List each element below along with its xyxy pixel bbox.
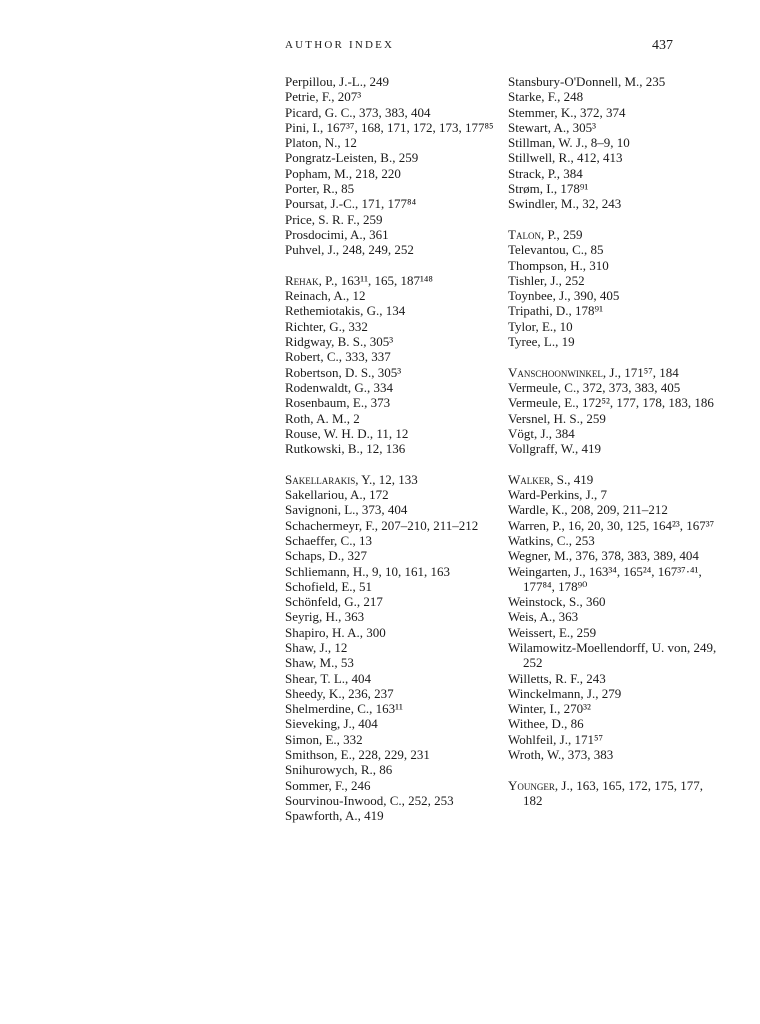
entry-text: Sieveking, J., 404	[285, 716, 378, 732]
index-entry	[285, 747, 495, 762]
entry-text: Schönfeld, G., 217	[285, 594, 383, 610]
entry-text: Rouse, W. H. D., 11, 12	[285, 425, 409, 441]
index-entry	[285, 196, 495, 211]
entry-text: Richter, G., 332	[285, 318, 368, 334]
entry-text: Popham, M., 218, 220	[285, 165, 401, 181]
index-entry	[508, 105, 718, 120]
entry-lead-small-caps: Walker	[508, 471, 551, 487]
index-entry	[508, 426, 718, 441]
entry-text: Seyrig, H., 363	[285, 609, 365, 625]
entry-text: Shaw, M., 53	[285, 655, 354, 671]
index-entry	[285, 426, 495, 441]
entry-text: Schaps, D., 327	[285, 548, 367, 564]
index-entry	[508, 380, 718, 395]
index-entry	[508, 533, 718, 548]
entry-text: Schaeffer, C., 13	[285, 532, 372, 548]
index-entry	[285, 716, 495, 731]
entry-lead-small-caps: Rehak	[285, 272, 319, 288]
index-entry	[285, 105, 495, 120]
entry-lead-small-caps: Talon	[508, 226, 541, 242]
entry-text: , Y., 12, 133	[355, 471, 418, 487]
entry-text: Rosenbaum, E., 373	[285, 395, 391, 411]
index-entry	[285, 472, 495, 487]
index-entry	[285, 303, 495, 318]
index-entry	[285, 594, 495, 609]
index-entry	[285, 564, 495, 579]
entry-text: Perpillou, J.-L., 249	[285, 74, 389, 89]
entry-text: Shear, T. L., 404	[285, 670, 372, 686]
entry-text: Stillwell, R., 412, 413	[508, 150, 623, 166]
index-entry	[508, 120, 718, 135]
entry-text: Platon, N., 12	[285, 135, 357, 151]
index-entry	[285, 242, 495, 257]
entry-text: Tishler, J., 252	[508, 272, 585, 288]
entry-text: Rutkowski, B., 12, 136	[285, 441, 406, 457]
entry-text: Vollgraff, W., 419	[508, 441, 602, 457]
index-entry	[285, 135, 495, 150]
entry-text: , P., 163¹¹, 165, 187¹⁴⁸	[318, 272, 433, 288]
entry-text: Stillman, W. J., 8–9, 10	[508, 135, 630, 151]
index-entry	[285, 411, 495, 426]
entry-text: Poursat, J.-C., 171, 177⁸⁴	[285, 196, 417, 212]
index-entry	[508, 625, 718, 640]
index-entry	[508, 89, 718, 104]
index-entry	[508, 181, 718, 196]
running-head: AUTHOR INDEX	[285, 39, 395, 51]
entry-text: Rodenwaldt, G., 334	[285, 379, 393, 395]
index-entry	[508, 441, 718, 456]
entry-text: Sheedy, K., 236, 237	[285, 685, 394, 701]
entry-text: Wohlfeil, J., 171⁵⁷	[508, 731, 604, 747]
index-entry	[508, 334, 718, 349]
entry-text: Thompson, H., 310	[508, 257, 609, 273]
entry-text: Weingarten, J., 163³⁴, 165²⁴, 167³⁷·⁴¹, 177⁸⁴, 178⁹⁰	[508, 563, 702, 594]
index-entry	[285, 227, 495, 242]
entry-text: Spawforth, A., 419	[285, 808, 384, 824]
entry-text: Porter, R., 85	[285, 181, 355, 197]
index-entry	[285, 365, 495, 380]
entry-text: Shaw, J., 12	[285, 639, 348, 655]
entry-text: Schachermeyr, F., 207–210, 211–212	[285, 517, 479, 533]
index-entry	[285, 533, 495, 548]
index-entry	[285, 655, 495, 670]
index-entry	[285, 74, 495, 89]
index-entry	[285, 89, 495, 104]
letter-group-gap	[285, 258, 495, 273]
index-entry	[285, 793, 495, 808]
index-entry	[508, 487, 718, 502]
entry-lead-small-caps: Vanschoonwinkel	[508, 364, 603, 380]
index-entry	[285, 380, 495, 395]
entry-text: Strack, P., 384	[508, 165, 583, 181]
index-entry	[508, 518, 718, 533]
index-entry	[508, 701, 718, 716]
entry-text: Ward-Perkins, J., 7	[508, 487, 607, 503]
entry-text: Wroth, W., 373, 383	[508, 747, 614, 763]
entry-text: Stewart, A., 305³	[508, 119, 597, 135]
entry-text: Watkins, C., 253	[508, 532, 595, 548]
entry-text: Shapiro, H. A., 300	[285, 624, 386, 640]
entry-text: , S., 419	[550, 471, 594, 487]
entry-text: Sakellariou, A., 172	[285, 487, 389, 503]
entry-text: Snihurowych, R., 86	[285, 762, 393, 778]
index-entry	[285, 502, 495, 517]
index-entry	[285, 120, 495, 135]
index-entry	[508, 411, 718, 426]
entry-text: Rethemiotakis, G., 134	[285, 303, 406, 319]
page-number: 437	[652, 38, 673, 53]
entry-text: Wardle, K., 208, 209, 211–212	[508, 502, 668, 518]
entry-text: Ridgway, B. S., 305³	[285, 334, 394, 350]
index-entry	[285, 671, 495, 686]
index-entry	[285, 181, 495, 196]
index-entry	[508, 564, 718, 595]
letter-group-gap	[508, 762, 718, 777]
entry-text: Simon, E., 332	[285, 731, 363, 747]
index-entry	[508, 365, 718, 380]
letter-group-gap	[285, 456, 495, 471]
index-entry	[508, 288, 718, 303]
entry-text: Roth, A. M., 2	[285, 410, 360, 426]
entry-text: Price, S. R. F., 259	[285, 211, 383, 227]
index-entry	[285, 701, 495, 716]
index-entry	[508, 319, 718, 334]
entry-text: Vermeule, C., 372, 373, 383, 405	[508, 379, 681, 395]
index-entry	[285, 518, 495, 533]
entry-text: Picard, G. C., 373, 383, 404	[285, 104, 431, 120]
entry-text: Televantou, C., 85	[508, 242, 604, 258]
index-entry	[508, 135, 718, 150]
index-entry	[285, 640, 495, 655]
index-entry	[508, 671, 718, 686]
entry-text: Robert, C., 333, 337	[285, 349, 391, 365]
entry-text: Tripathi, D., 178⁹¹	[508, 303, 603, 319]
entry-text: Tyree, L., 19	[508, 334, 575, 350]
entry-text: Stemmer, K., 372, 374	[508, 104, 626, 120]
index-entry	[508, 716, 718, 731]
entry-text: Weinstock, S., 360	[508, 594, 606, 610]
entry-text: Sommer, F., 246	[285, 777, 371, 793]
left-index-column	[285, 74, 495, 824]
entry-text: , J., 163, 165, 172, 175, 177, 182	[523, 777, 703, 808]
index-entry	[285, 334, 495, 349]
index-entry	[285, 686, 495, 701]
index-entry	[285, 732, 495, 747]
right-index-column	[508, 74, 718, 808]
entry-text: Schliemann, H., 9, 10, 161, 163	[285, 563, 451, 579]
index-entry	[285, 579, 495, 594]
entry-text: Shelmerdine, C., 163¹¹	[285, 701, 403, 717]
index-entry	[508, 548, 718, 563]
index-entry	[285, 808, 495, 823]
index-entry	[285, 288, 495, 303]
entry-text: Reinach, A., 12	[285, 288, 366, 304]
entry-text: Wegner, M., 376, 378, 383, 389, 404	[508, 548, 699, 564]
letter-group-gap	[508, 456, 718, 471]
entry-text: Vögt, J., 384	[508, 425, 575, 441]
index-entry	[508, 395, 718, 410]
index-entry	[508, 609, 718, 624]
index-entry	[285, 349, 495, 364]
index-entry	[508, 242, 718, 257]
index-entry	[285, 319, 495, 334]
index-entry	[508, 640, 718, 671]
index-entry	[508, 732, 718, 747]
index-entry	[508, 303, 718, 318]
entry-text: Warren, P., 16, 20, 30, 125, 164²³, 167³⁷	[508, 517, 715, 533]
index-entry	[508, 747, 718, 762]
index-entry	[508, 502, 718, 517]
index-entry	[285, 395, 495, 410]
entry-text: Robertson, D. S., 305³	[285, 364, 402, 380]
entry-text: Withee, D., 86	[508, 716, 584, 732]
index-entry	[285, 609, 495, 624]
entry-text: Vermeule, E., 172⁵², 177, 178, 183, 186	[508, 395, 714, 411]
entry-lead-small-caps: Sakellarakis	[285, 471, 356, 487]
entry-text: Strøm, I., 178⁹¹	[508, 181, 589, 197]
entry-text: Wilamowitz-Moellendorff, U. von, 249, 252	[508, 639, 717, 671]
entry-text: Tylor, E., 10	[508, 318, 573, 334]
entry-text: Stansbury-O'Donnell, M., 235	[508, 74, 666, 89]
entry-text: Versnel, H. S., 259	[508, 410, 606, 426]
index-entry	[285, 625, 495, 640]
index-entry	[285, 548, 495, 563]
index-entry	[508, 196, 718, 211]
entry-text: Sourvinou-Inwood, C., 252, 253	[285, 792, 454, 808]
entry-text: Willetts, R. F., 243	[508, 670, 606, 686]
entry-text: Starke, F., 248	[508, 89, 584, 105]
index-entry	[285, 487, 495, 502]
index-entry	[508, 150, 718, 165]
entry-text: Smithson, E., 228, 229, 231	[285, 747, 430, 763]
entry-text: Puhvel, J., 248, 249, 252	[285, 242, 414, 258]
index-entry	[285, 150, 495, 165]
index-entry	[508, 686, 718, 701]
index-entry	[285, 166, 495, 181]
entry-text: Petrie, F., 207³	[285, 89, 362, 105]
index-entry	[508, 258, 718, 273]
index-entry	[285, 778, 495, 793]
index-entry	[285, 441, 495, 456]
entry-text: , P., 259	[540, 226, 583, 242]
index-entry	[508, 778, 718, 809]
entry-text: Pini, I., 167³⁷, 168, 171, 172, 173, 177⁸⁵	[285, 119, 494, 135]
entry-text: Swindler, M., 32, 243	[508, 196, 622, 212]
index-entry	[285, 273, 495, 288]
entry-text: Weis, A., 363	[508, 609, 579, 625]
entry-text: Toynbee, J., 390, 405	[508, 288, 620, 304]
entry-text: , J., 171⁵⁷, 184	[602, 364, 679, 380]
entry-text: Prosdocimi, A., 361	[285, 226, 389, 242]
index-entry	[508, 74, 718, 89]
letter-group-gap	[508, 212, 718, 227]
entry-text: Savignoni, L., 373, 404	[285, 502, 408, 518]
entry-text: Weissert, E., 259	[508, 624, 597, 640]
index-entry	[508, 166, 718, 181]
entry-lead-small-caps: Younger	[508, 777, 555, 793]
index-entry	[508, 472, 718, 487]
entry-text: Schofield, E., 51	[285, 578, 373, 594]
index-entry	[285, 212, 495, 227]
entry-text: Pongratz-Leisten, B., 259	[285, 150, 419, 166]
entry-text: Winckelmann, J., 279	[508, 685, 622, 701]
index-entry	[508, 227, 718, 242]
letter-group-gap	[508, 349, 718, 364]
index-entry	[285, 762, 495, 777]
entry-text: Winter, I., 270³²	[508, 701, 591, 717]
index-entry	[508, 594, 718, 609]
index-entry	[508, 273, 718, 288]
